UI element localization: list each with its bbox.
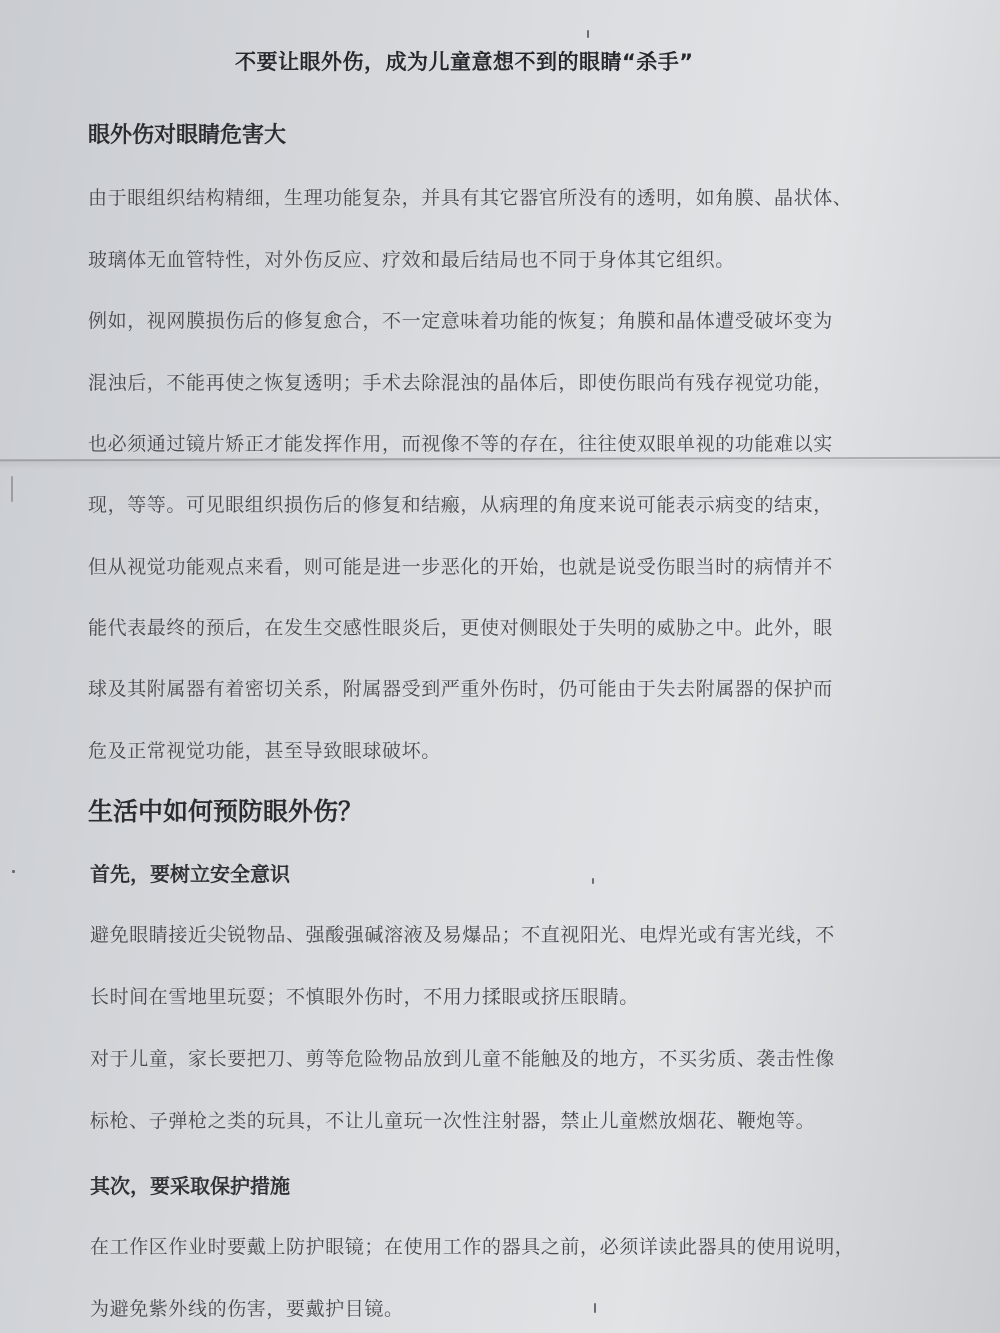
paragraph-line: 避免眼睛接近尖锐物品、强酸强碱溶液及易爆品；不直视阳光、电焊光或有害光线，不 (90, 924, 835, 946)
subsection-heading: 其次，要采取保护措施 (90, 1174, 290, 1198)
paragraph-line: 长时间在雪地里玩耍；不慎眼外伤时，不用力揉眼或挤压眼睛。 (90, 986, 639, 1008)
paper-speck (12, 870, 15, 873)
paragraph-line: 例如，视网膜损伤后的修复愈合，不一定意味着功能的恢复；角膜和晶体遭受破坏变为 (88, 310, 833, 332)
subsection-heading: 首先，要树立安全意识 (90, 862, 290, 886)
paper-speck (587, 30, 589, 38)
paragraph-line: 现，等等。可见眼组织损伤后的修复和结瘢，从病理的角度来说可能表示病变的结束， (88, 494, 833, 516)
section2-heading: 生活中如何预防眼外伤？ (88, 797, 364, 826)
section1-heading: 眼外伤对眼睛危害大 (88, 123, 287, 148)
paper-speck (592, 878, 594, 884)
paragraph-line: 由于眼组织结构精细，生理功能复杂，并具有其它器官所没有的透明，如角膜、晶状体、 (88, 187, 853, 209)
document-title: 不要让眼外伤，成为儿童意想不到的眼睛“杀手” (235, 50, 694, 74)
paragraph-line: 混浊后，不能再使之恢复透明；手术去除混浊的晶体后，即使伤眼尚有残存视觉功能， (88, 372, 833, 394)
paragraph-line: 标枪、子弹枪之类的玩具，不让儿童玩一次性注射器，禁止儿童燃放烟花、鞭炮等。 (90, 1110, 816, 1132)
paragraph-line: 危及正常视觉功能，甚至导致眼球破坏。 (88, 740, 441, 762)
paragraph-line: 能代表最终的预后，在发生交感性眼炎后，更使对侧眼处于失明的威胁之中。此外，眼 (88, 617, 833, 639)
paragraph-line: 但从视觉功能观点来看，则可能是进一步恶化的开始，也就是说受伤眼当时的病情并不 (88, 556, 833, 578)
paper-speck (594, 1303, 596, 1313)
paragraph-line: 玻璃体无血管特性，对外伤反应、疗效和最后结局也不同于身体其它组织。 (88, 249, 735, 271)
paragraph-line: 也必须通过镜片矫正才能发挥作用，而视像不等的存在，往往使双眼单视的功能难以实 (88, 433, 833, 455)
paper-speck (11, 476, 13, 502)
paragraph-line: 对于儿童，家长要把刀、剪等危险物品放到儿童不能触及的地方，不买劣质、袭击性像 (90, 1048, 835, 1070)
paragraph-line: 在工作区作业时要戴上防护眼镜；在使用工作的器具之前，必须详读此器具的使用说明， (90, 1236, 855, 1258)
paragraph-line: 球及其附属器有着密切关系，附属器受到严重外伤时，仍可能由于失去附属器的保护而 (88, 678, 833, 700)
paragraph-line: 为避免紫外线的伤害，要戴护目镜。 (90, 1298, 404, 1320)
paper-fold-shadow (0, 460, 1000, 470)
